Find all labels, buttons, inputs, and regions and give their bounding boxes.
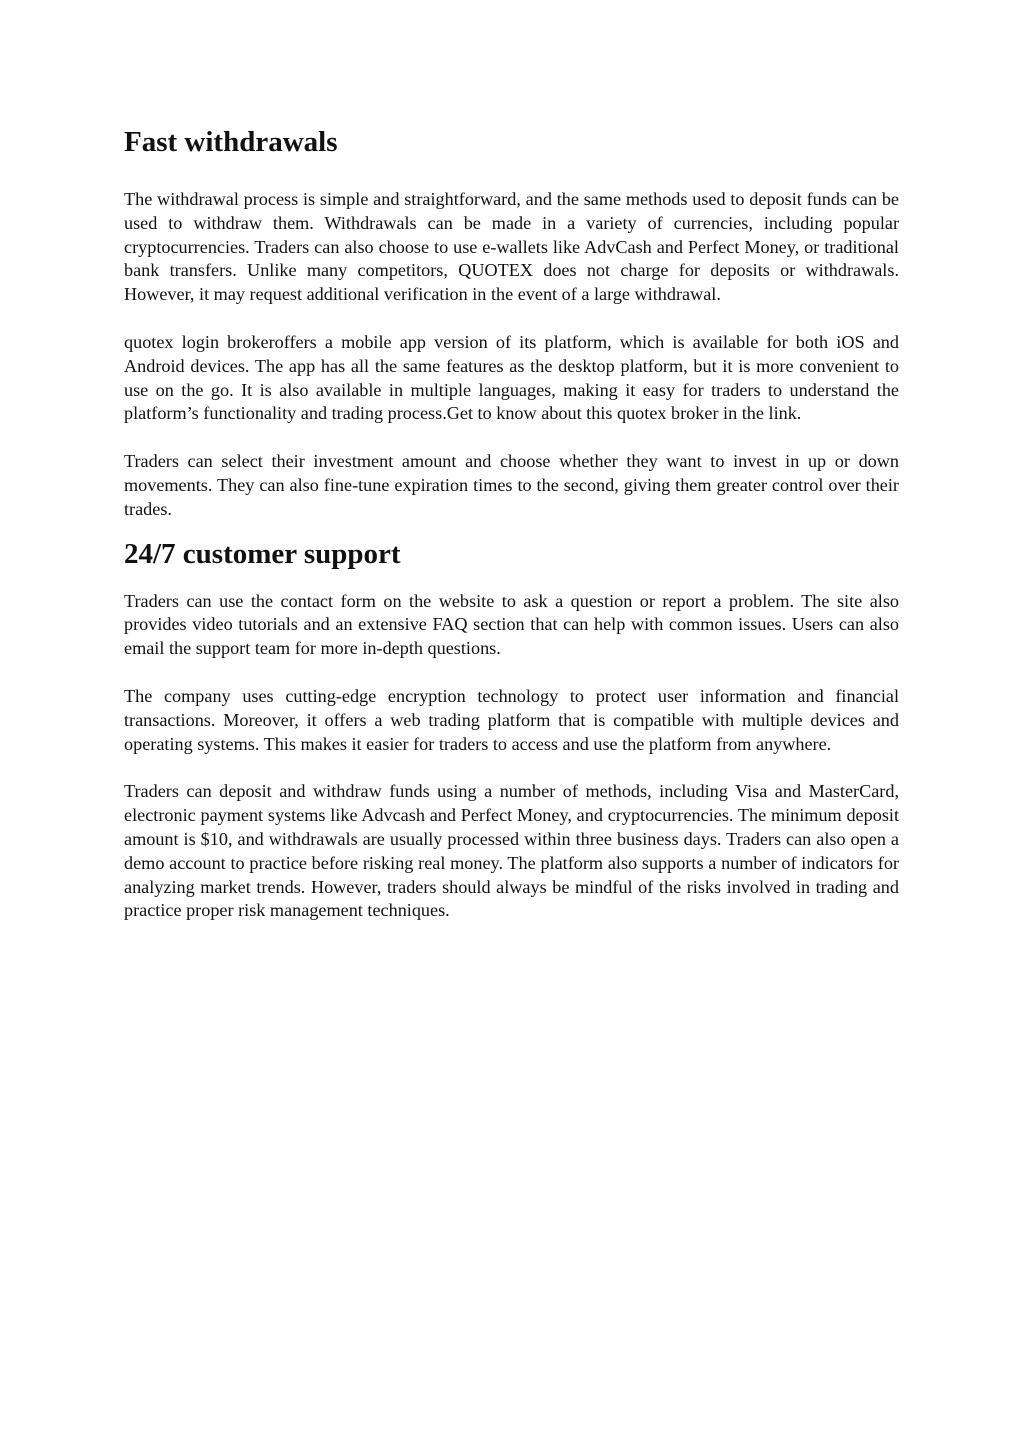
paragraph-investment-amount: Traders can select their investment amount and choose whether they want to invest in up or down movements. They can also fine-tune expiration times to the second, giving them greater control over their trades.	[124, 451, 899, 519]
section-heading-customer-support: 24/7 customer support	[124, 537, 401, 570]
fast-withdrawals-section	[124, 124, 899, 522]
customer-support-section	[124, 536, 899, 924]
paragraph-mobile-app: quotex login brokeroffers a mobile app version of its platform, which is available for both iOS and Android devices. The app has all the same features as the desktop platform, but it is more convenient to use on the go. It is also available in multiple languages, making it easy for traders to understand the platform’s functionality and trading process.Get to know about this quotex broker in the link.	[124, 331, 899, 424]
section-heading-fast-withdrawals: Fast withdrawals	[124, 126, 338, 158]
paragraph-contact-form: Traders can use the contact form on the website to ask a question or report a problem. The site also provides video tutorials and an extensive FAQ section that can help with common issues. Users can also email the support team for more in-depth questions.	[124, 590, 899, 659]
paragraph-encryption: The company uses cutting-edge encryption technology to protect user information and financial transactions. Moreover, it offers a web trading platform that is compatible with multiple devices and operating systems. This makes it easier for traders to access and use the platform from anywhere.	[124, 685, 899, 754]
document-page	[124, 124, 899, 923]
paragraph-withdrawal-process: The withdrawal process is simple and straightforward, and the same methods used to deposit funds can be used to withdraw them. Withdrawals can be made in a variety of currencies, including popular cryptocurrencies. Traders can also choose to use e-wallets like AdvCash and Perfect Money, or traditional bank transfers. Unlike many competitors, QUOTEX does not charge for deposits or withdrawals. However, it may request additional verification in the event of a large withdrawal.	[124, 189, 899, 305]
paragraph-payment-methods: Traders can deposit and withdraw funds using a number of methods, including Visa and MasterCard, electronic payment systems like Advcash and Perfect Money, and cryptocurrencies. The minimum deposit amount is $10, and withdrawals are usually processed within three business days. Traders can also open a demo account to practice before risking real money. The platform also supports a number of indicators for analyzing market trends. However, traders should always be mindful of the risks involved in trading and practice proper risk management techniques.	[124, 781, 899, 921]
